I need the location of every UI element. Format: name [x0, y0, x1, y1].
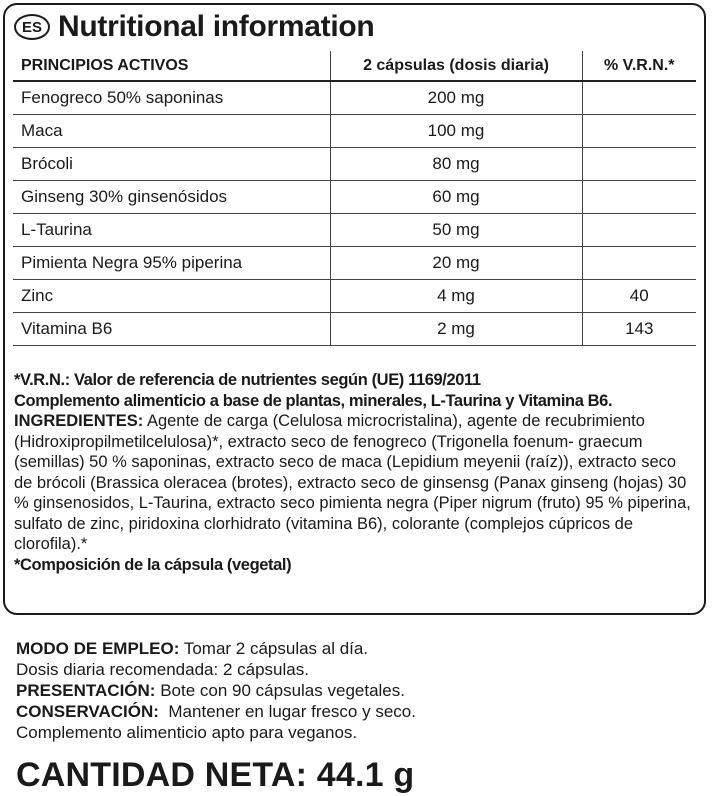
- notes-section: [14, 370, 694, 575]
- table-row: [13, 114, 696, 147]
- row-name: Zinc: [13, 279, 330, 312]
- presentation: [16, 680, 706, 701]
- row-vrn: 143: [582, 312, 696, 345]
- table-row: [13, 147, 696, 180]
- table-row: [13, 81, 696, 114]
- ingredients-paragraph: [14, 411, 694, 555]
- column-header-dose: 2 cápsulas (dosis diaria): [330, 51, 582, 81]
- column-header-ingredient: PRINCIPIOS ACTIVOS: [13, 51, 330, 81]
- net-quantity: CANTIDAD NETA: 44.1 g: [16, 756, 415, 794]
- row-vrn: 40: [582, 279, 696, 312]
- vrn-footnote: *V.R.N.: Valor de referencia de nutrientes según (UE) 1169/2011: [14, 371, 481, 389]
- mode-of-use: [16, 638, 706, 659]
- row-vrn: [582, 180, 696, 213]
- presentation-label: PRESENTACIÓN:: [16, 681, 156, 700]
- row-amount: 4 mg: [330, 279, 582, 312]
- table-row: [13, 312, 696, 345]
- supplement-note: Complemento alimenticio a base de plantas, minerales, L-Taurina y Vitamina B6.: [14, 391, 613, 410]
- row-name: Fenogreco 50% saponinas: [13, 81, 330, 114]
- row-amount: 100 mg: [330, 114, 582, 147]
- row-vrn: [582, 114, 696, 147]
- conservation-text: Mantener en lugar fresco y seco.: [158, 702, 416, 721]
- row-vrn: [582, 213, 696, 246]
- capsule-note: *Composición de la cápsula (vegetal): [14, 555, 292, 574]
- ingredients-label: INGREDIENTES:: [14, 412, 144, 430]
- row-amount: 60 mg: [330, 180, 582, 213]
- language-badge: ES: [14, 14, 50, 40]
- row-name: L-Taurina: [13, 213, 330, 246]
- table-row: [13, 246, 696, 279]
- row-amount: 200 mg: [330, 81, 582, 114]
- row-amount: 80 mg: [330, 147, 582, 180]
- row-name: Brócoli: [13, 147, 330, 180]
- mode-text: Tomar 2 cápsulas al día.: [179, 639, 369, 658]
- row-amount: 2 mg: [330, 312, 582, 345]
- usage-section: [16, 638, 706, 743]
- row-amount: 50 mg: [330, 213, 582, 246]
- row-vrn: [582, 246, 696, 279]
- panel-title: Nutritional information: [58, 10, 375, 43]
- title-row: [14, 10, 374, 44]
- daily-dose: Dosis diaria recomendada: 2 cápsulas.: [16, 660, 309, 679]
- row-amount: 20 mg: [330, 246, 582, 279]
- row-name: Maca: [13, 114, 330, 147]
- row-name: Pimienta Negra 95% piperina: [13, 246, 330, 279]
- table-row: [13, 213, 696, 246]
- row-vrn: [582, 81, 696, 114]
- table-row: [13, 180, 696, 213]
- mode-label: MODO DE EMPLEO:: [16, 639, 180, 658]
- table-header-row: [13, 51, 696, 81]
- column-header-vrn: % V.R.N.*: [582, 51, 696, 81]
- presentation-text: Bote con 90 cápsulas vegetales.: [155, 681, 405, 700]
- nutrition-table: [13, 51, 696, 346]
- conservation: [16, 701, 706, 722]
- table-row: [13, 279, 696, 312]
- row-vrn: [582, 147, 696, 180]
- row-name: Ginseng 30% ginsenósidos: [13, 180, 330, 213]
- conservation-label: CONSERVACIÓN:: [16, 702, 159, 721]
- row-name: Vitamina B6: [13, 312, 330, 345]
- ingredients-text: Agente de carga (Celulosa microcristalina), agente de recubrimiento (Hidroxipropilmetilcelulosa)*, extracto seco de fenogreco (Trigonella foenum- graecum (semillas) 50 % saponinas, extracto seco de maca (Lepidium meyenii (raíz)), extracto seco de brócoli (Brassica oleracea (brotes), extracto seco de ginsensg (Panax ginseng (hojas) 30 % ginsenosidos, L-Taurina, extracto seco pimienta negra (Piper nigrum (fruto) 95 % piperina, sulfato de zinc, piridoxina clorhidrato (vitamina B6), colorante (complejos cúpricos de clorofila).*: [14, 412, 691, 553]
- vegan-note: Complemento alimenticio apto para veganos.: [16, 723, 358, 742]
